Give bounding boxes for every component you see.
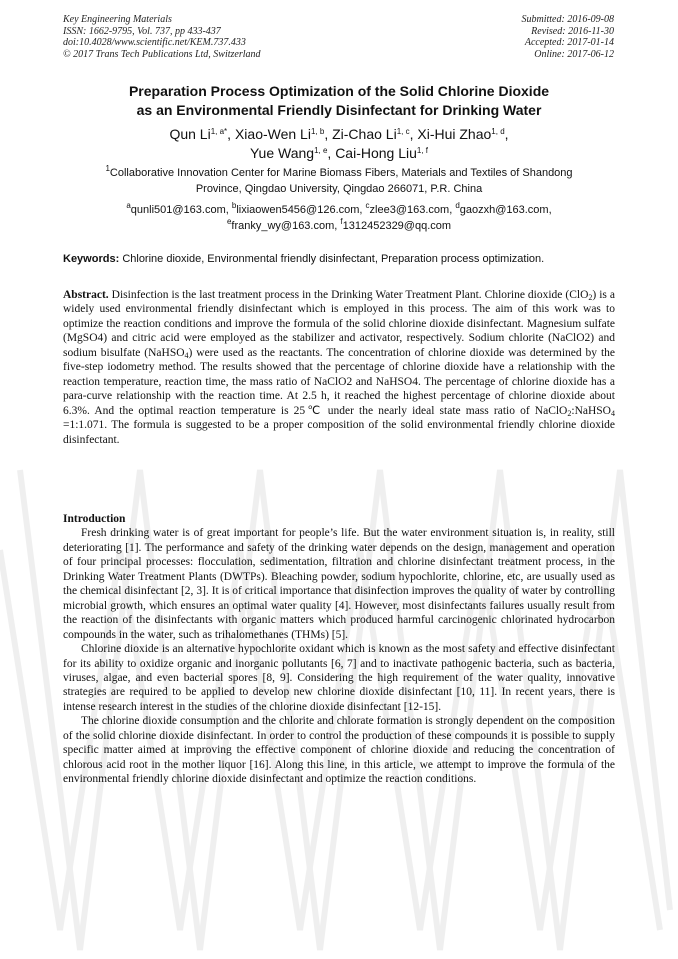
email-sup: e xyxy=(226,216,232,226)
copyright: © 2017 Trans Tech Publications Ltd, Switzerland xyxy=(63,48,261,60)
paper-title xyxy=(40,82,638,120)
keywords-text: Chlorine dioxide, Environmental friendly disinfectant, Preparation process optimization. xyxy=(122,253,545,265)
email-sup: c xyxy=(365,201,370,210)
author-name: Cai-Hong Liu xyxy=(335,145,417,161)
author-affil-sup: 1, f xyxy=(416,146,429,155)
author-affil-sup: 1, d xyxy=(491,127,505,136)
title-line-1: Preparation Process Optimization of the Solid Chlorine Dioxide xyxy=(128,83,550,99)
affiliation xyxy=(55,166,623,197)
revised-date: Revised: 2016-11-30 xyxy=(531,25,614,37)
journal-header-right xyxy=(522,14,615,60)
subscript: 2 xyxy=(588,293,593,302)
author-name: Yue Wang xyxy=(249,145,315,161)
subscript: 4 xyxy=(184,350,189,360)
accepted-date: Accepted: 2017-01-14 xyxy=(524,37,614,48)
issn: ISSN: 1662-9795, Vol. 737, pp 433-437 xyxy=(63,25,221,37)
author-affil-sup: 1, e xyxy=(314,146,328,155)
subscript: 4 xyxy=(611,408,615,418)
author-name: Zi-Chao Li xyxy=(332,126,397,142)
email-link[interactable]: 1312452329@qq.com xyxy=(342,219,452,232)
author-affil-sup: 1, b xyxy=(310,127,325,136)
author-emails: $^a$qunli501@163.com, $^b$lixiaowen5456@126.com, $^c$zlee3@163.com, $^d$gaozxh@163.com, $^e$franky_wy@163.com, $^f$1312452329@qq.com xyxy=(126,201,552,232)
author-name: Qun Li xyxy=(169,126,211,142)
email-link[interactable]: franky_wy@163.com xyxy=(231,219,335,232)
affiliation-line-1: Collaborative Innovation Center for Marine Biomass Fibers, Materials and Textiles of Shandong xyxy=(109,167,573,179)
author-affil-sup: 1, a* xyxy=(210,127,228,136)
doi: doi:10.4028/www.scientific.net/KEM.737.433 xyxy=(63,37,246,48)
intro-paragraph-3: The chlorine dioxide consumption and the chlorite and chlorate formation is strongly dependent on the composition of the solid chlorine dioxide disinfectant. In order to control the production of these compounds it is possible to supply specific matter aimed at improving the effective component of chlorine dioxide and reducing the concentration of chlorous acid root in the mother liquor [16]. Along this line, in this article, we attempt to improve the formula of the environmental friendly chlorine dioxide disinfectant and optimize the reaction conditions. xyxy=(63,715,615,786)
subscript: 2 xyxy=(567,408,572,418)
email-link[interactable]: gaozxh@163.com xyxy=(459,204,549,216)
journal-name: Key Engineering Materials xyxy=(63,14,172,25)
email-sup: d xyxy=(455,201,460,210)
author-name: Xi-Hui Zhao xyxy=(417,126,492,142)
email-link[interactable]: lixiaowen5456@126.com xyxy=(236,204,360,216)
email-sup: f xyxy=(340,216,343,226)
abstract-text: ) is a widely used environmental friendly disinfectant which is employed in this process. The aim of this work was to optimize the reaction conditions and improve the formula of the solid chlorine dioxide disinfectant. Magnesium sulfate (MgSO4) and citric acid were employed as the stabilizer and activator, respectively. Sodium chlorite (NaClO2) and sodium bisulfate (NaHSO xyxy=(63,289,615,359)
keywords-label: Keywords: xyxy=(63,253,120,265)
abstract-text: Disinfection is the last treatment process in the Drinking Water Treatment Plant. Chlorine dioxide (ClO xyxy=(111,289,589,301)
online-date: Online: 2017-06-12 xyxy=(534,48,614,60)
email-link[interactable]: zlee3@163.com xyxy=(369,204,450,216)
submitted-date: Submitted: 2016-09-08 xyxy=(521,14,614,25)
author-name: Xiao-Wen Li xyxy=(234,126,311,142)
introduction-section xyxy=(63,512,615,787)
intro-paragraph-2: Chlorine dioxide is an alternative hypochlorite oxidant which is known as the most safety and effective disinfectant for its ability to oxidize organic and inorganic pollutants [6, 7] and to inactivate pathogenic bacteria, such as bacteria, viruses, algae, and even bacterial spores [8, 9]. Considering the high requirement of the water quality, innovative strategies are required to be applied to develop new chlorine dioxide disinfectant [10, 11]. In recent years, there is intense research interest in the studies of the chlorine dioxide disinfectant [12-15]. xyxy=(63,643,615,713)
abstract-text: ) were used as the reactants. The concentration of chlorine dioxide was determined by the five-step iodometry method. The results showed that the percentage of chlorine dioxide have a relationship with the reaction temperature, reaction time, the mass ratio of NaClO2 and NaHSO4. The percentage of chlorine dioxide has a para-curve relationship with the reaction time. At 2.5 h, it reached the highest percentage of chlorine dioxide about 6.3%. And the optimal reaction temperature is 25℃ under the nearly ideal state mass ratio of NaClO xyxy=(63,346,615,417)
abstract-text: :NaHSO xyxy=(571,404,611,417)
email-sup: a xyxy=(126,201,131,210)
affiliation-sup: 1 xyxy=(105,164,110,173)
author-list: Qun $Li^{1, a*}$, Xiao-Wen Li$^{1, b}$, Zi-Chao Li$^{1, c}$, Xi-Hui Zhao$^{1, d}$, Yue Wang$^{1, e}$, Cai-Hong Liu$^{1, f}$ xyxy=(169,126,509,161)
keywords xyxy=(63,252,615,266)
title-line-2: as an Environmental Friendly Disinfectant for Drinking Water xyxy=(136,102,542,118)
journal-header-left xyxy=(63,14,261,60)
abstract-paragraph xyxy=(63,288,615,447)
abstract xyxy=(63,288,615,447)
author-affil-sup: 1, c xyxy=(396,127,410,136)
section-heading: Introduction xyxy=(63,513,126,525)
abstract-text: =1:1.071. The formula is suggested to be a proper composition of the solid environmental friendly chlorine dioxide disinfectant. xyxy=(63,419,615,446)
email-sup: b xyxy=(231,201,237,210)
intro-paragraph-1: Fresh drinking water is of great important for people’s life. But the water environment situation is, in reality, still deteriorating [1]. The performance and safety of the drinking water depends on the design, management and operation of four principal processes: flocculation, sedimentation, filtration and chlorine disinfectant treatment process, in the Drinking Water Treatment Plants (DWTPs). Bleaching powder, sodium hypochlorite, chlorine, etc, are usually used as the chemical disinfectant [2, 3]. It is of critical importance that disinfection improves the quality of water by controlling microbial growth, which ensures an optimal water quality [4]. However, most disinfectants failures usually result from the reaction of the disinfectants with organic matters which produced harmful carcinogenic chlorinated hydrocarbon compounds in the water, such as trihalomethanes (THMs) [5]. xyxy=(63,527,615,641)
affiliation-line-2: Province, Qingdao University, Qingdao 266071, P.R. China xyxy=(195,182,483,195)
abstract-label: Abstract. xyxy=(63,289,109,301)
email-link[interactable]: qunli501@163.com xyxy=(130,204,226,216)
